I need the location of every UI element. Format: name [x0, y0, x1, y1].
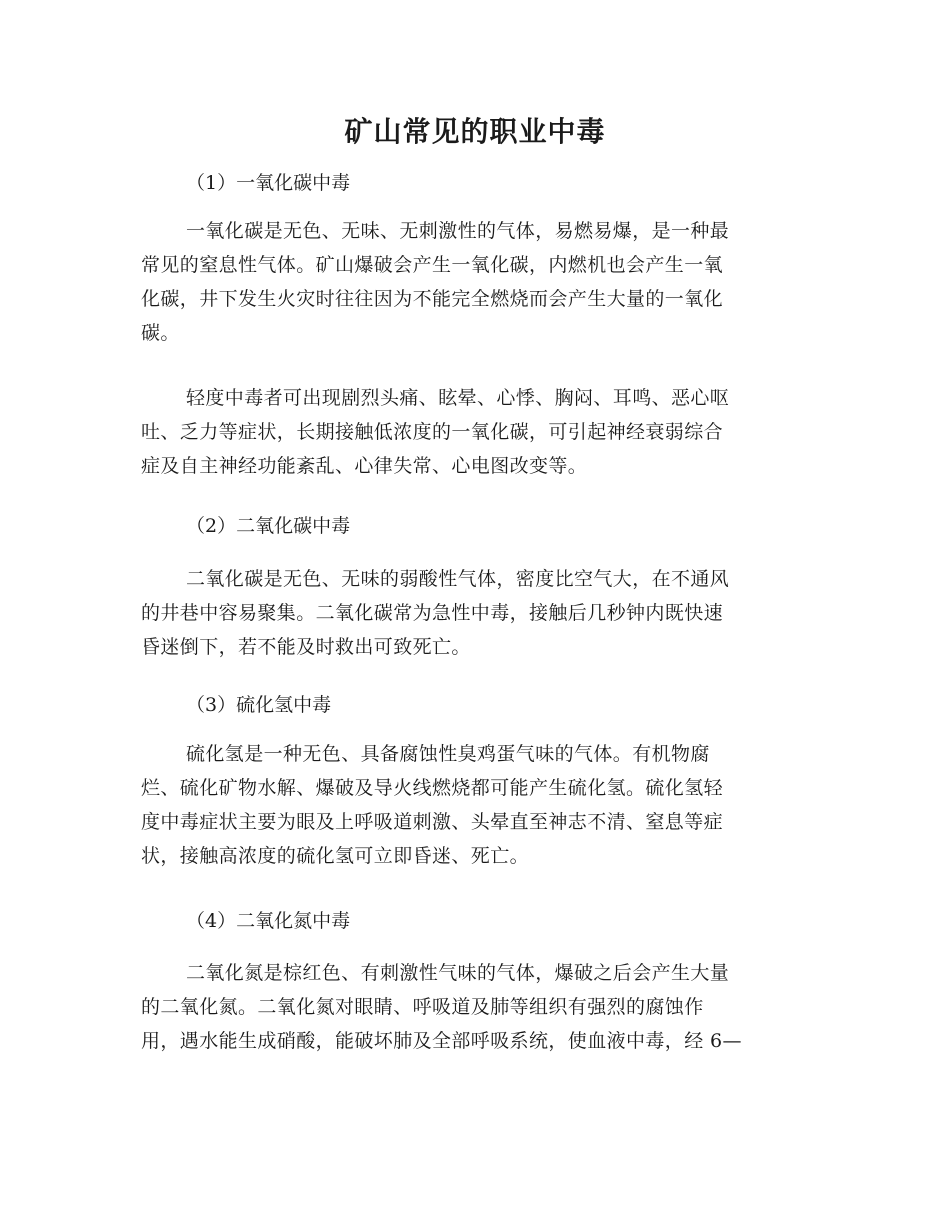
paragraph	[141, 216, 801, 352]
paragraph-line: 吐、乏力等症状，长期接触低浓度的一氧化碳，可引起神经衰弱综合	[141, 421, 724, 443]
paragraph-line: 烂、硫化矿物水解、爆破及导火线燃烧都可能产生硫化氢。硫化氢轻	[141, 777, 724, 799]
paragraph-line: 轻度中毒者可出现剧烈头痛、眩晕、心悸、胸闷、耳鸣、恶心呕	[186, 387, 730, 409]
paragraph-line: 化碳，井下发生火灾时往往因为不能完全燃烧而会产生大量的一氧化	[141, 288, 724, 310]
paragraph-line: 昏迷倒下，若不能及时救出可致死亡。	[141, 636, 471, 658]
paragraph-line: 的井巷中容易聚集。二氧化碳常为急性中毒，接触后几秒钟内既快速	[141, 602, 724, 624]
paragraph	[141, 564, 801, 666]
paragraph-line: 度中毒症状主要为眼及上呼吸道刺激、头晕直至神志不清、窒息等症	[141, 811, 724, 833]
paragraph-line: 用，遇水能生成硝酸，能破坏肺及全部呼吸系统，使血液中毒，经 6—	[141, 1030, 742, 1052]
paragraph	[141, 739, 801, 875]
section-heading-1: （1）一氧化碳中毒	[186, 172, 351, 194]
paragraph-line: 状，接触高浓度的硫化氢可立即昏迷、死亡。	[141, 845, 530, 867]
paragraph-line: 二氧化碳是无色、无味的弱酸性气体，密度比空气大，在不通风	[186, 568, 730, 590]
paragraph-line: 常见的窒息性气体。矿山爆破会产生一氧化碳，内燃机也会产生一氧	[141, 254, 724, 276]
paragraph-line: 一氧化碳是无色、无味、无刺激性的气体，易燃易爆，是一种最	[186, 220, 730, 242]
paragraph	[141, 383, 801, 485]
section-heading-2: （2）二氧化碳中毒	[186, 515, 351, 537]
paragraph-line: 碳。	[141, 322, 180, 344]
document-title: 矿山常见的职业中毒	[344, 115, 606, 148]
paragraph	[141, 958, 801, 1060]
section-heading-3: （3）硫化氢中毒	[186, 694, 332, 716]
paragraph-line: 症及自主神经功能紊乱、心律失常、心电图改变等。	[141, 455, 588, 477]
paragraph-line: 二氧化氮是棕红色、有刺激性气味的气体，爆破之后会产生大量	[186, 962, 730, 984]
paragraph-line: 的二氧化氮。二氧化氮对眼睛、呼吸道及肺等组织有强烈的腐蚀作	[141, 996, 704, 1018]
paragraph-line: 硫化氢是一种无色、具备腐蚀性臭鸡蛋气味的气体。有机物腐	[186, 743, 710, 765]
section-heading-4: （4）二氧化氮中毒	[186, 910, 351, 932]
